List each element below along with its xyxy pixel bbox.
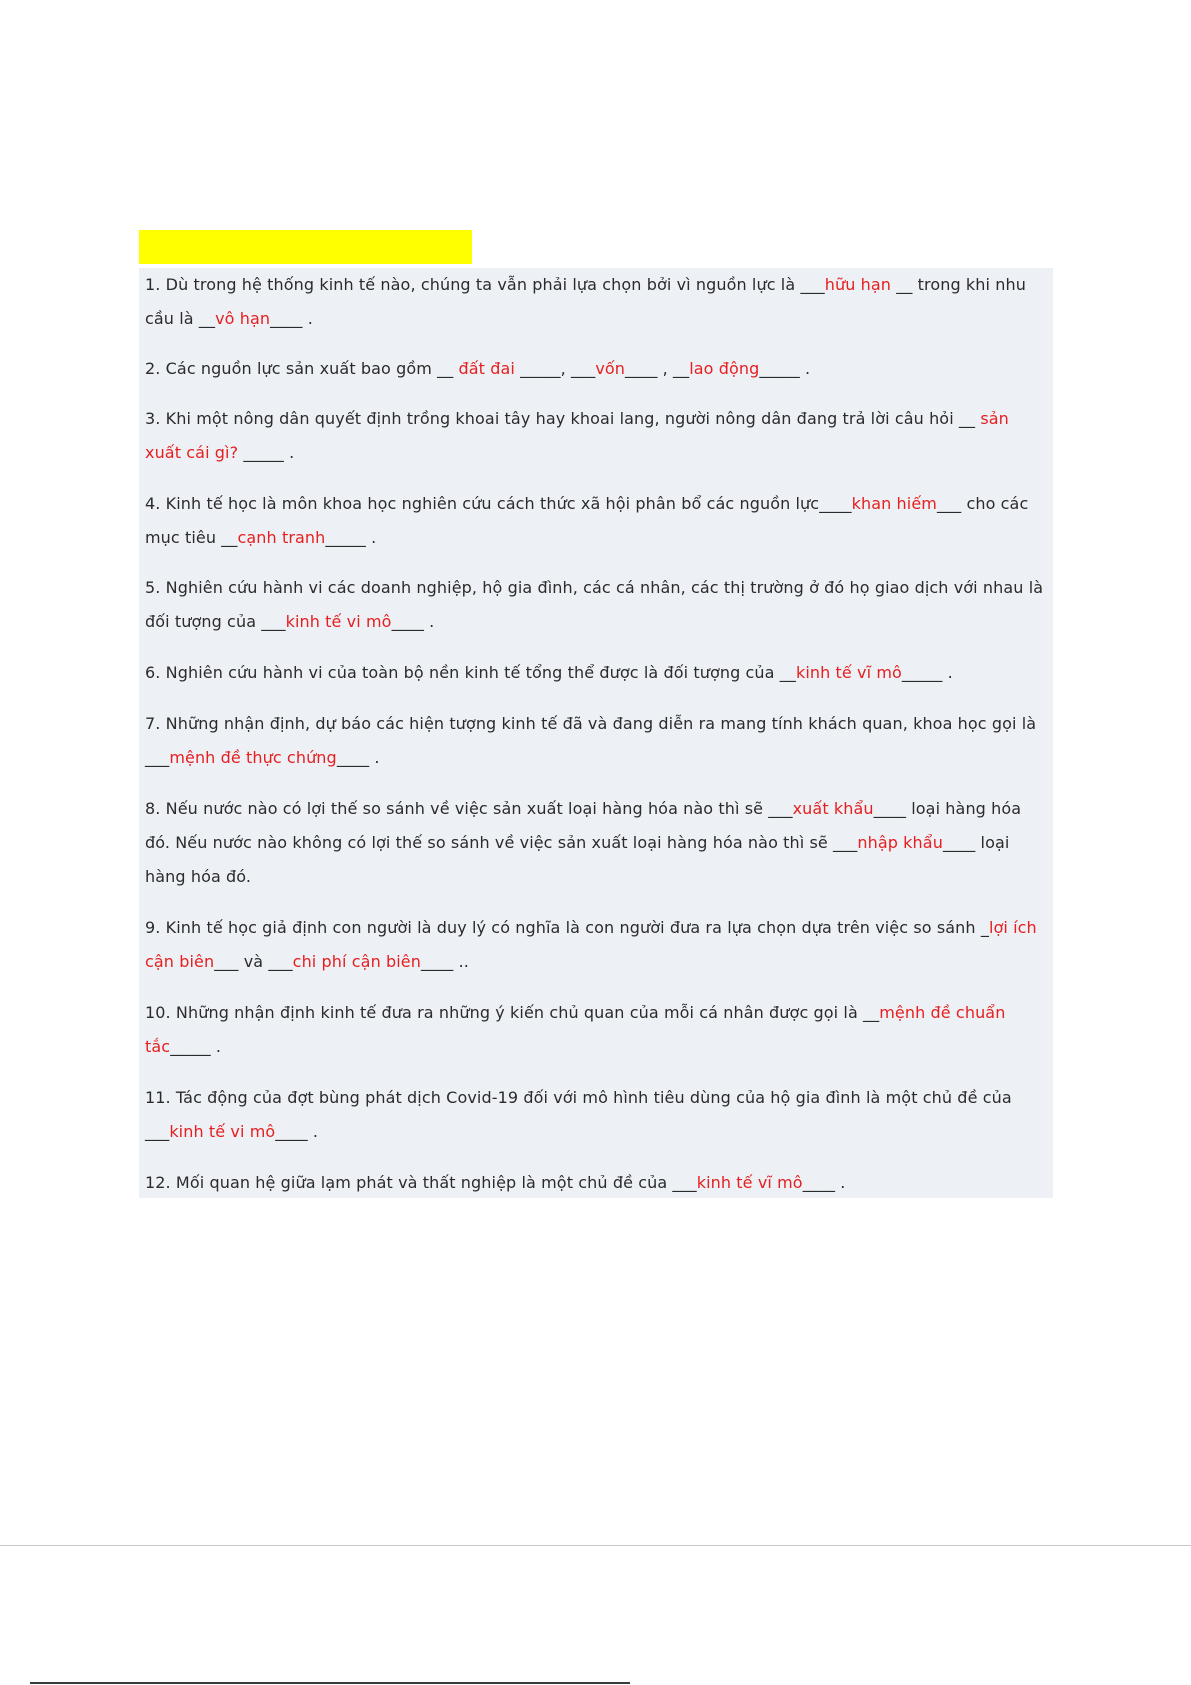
question-text: Mối quan hệ giữa lạm phát và thất nghiệp là một chủ đề của ___ [170, 1173, 697, 1192]
question-text: Tác động của đợt bùng phát dịch Covid-19 đối với mô hình tiêu dùng của hộ gia đình là một chủ đề của ___ [145, 1088, 1012, 1141]
answer-text: lao động [689, 359, 760, 378]
answer-text: sản xuất cái gì? [145, 409, 1009, 462]
footer-divider [0, 1545, 1191, 1546]
question-text: ____ , __ [625, 359, 690, 378]
question-12 [145, 1166, 1045, 1200]
question-text: ____ loại hàng hóa đó. Nếu nước nào không có lợi thế so sánh về việc sản xuất loại hàng hóa nào thì sẽ ___ [145, 799, 1022, 852]
answer-text: kinh tế vi mô [285, 612, 392, 631]
question-text: Kinh tế học là môn khoa học nghiên cứu cách thức xã hội phân bổ các nguồn lực____ [160, 494, 852, 513]
question-number: 1. [145, 275, 161, 294]
bottom-edge-rule [30, 1682, 630, 1684]
question-9 [145, 911, 1045, 979]
answer-text: kinh tế vĩ mô [696, 1173, 803, 1192]
question-1 [145, 268, 1045, 336]
answer-text: kinh tế vi mô [169, 1122, 276, 1141]
question-text: ____ . [802, 1173, 846, 1192]
question-text: _____ . [901, 663, 953, 682]
question-text: Kinh tế học giả định con người là duy lý có nghĩa là con người đưa ra lựa chọn dựa trên việc so sánh _ [160, 918, 989, 937]
question-text: ___ và ___ [214, 952, 293, 971]
question-text: ____ loại hàng hóa đó. [145, 833, 1010, 886]
question-text: __ trong khi nhu cầu là __ [145, 275, 1026, 328]
answer-text: đất đai [458, 359, 515, 378]
question-text: _____ . [759, 359, 811, 378]
answer-text: nhập khẩu [857, 833, 943, 852]
question-8 [145, 792, 1045, 894]
answer-text: xuất khẩu [792, 799, 874, 818]
question-number: 2. [145, 359, 161, 378]
question-text: Những nhận định, dự báo các hiện tượng kinh tế đã và đang diễn ra mang tính khách quan, khoa học gọi là ___ [145, 714, 1037, 767]
answer-text: kinh tế vĩ mô [795, 663, 902, 682]
answer-text: cạnh tranh [237, 528, 326, 547]
question-text: Khi một nông dân quyết định trồng khoai tây hay khoai lang, người nông dân đang trả lời câu hỏi __ [160, 409, 981, 428]
answer-text: lợi ích cận biên [145, 918, 1037, 971]
question-text: _____ . [170, 1037, 222, 1056]
question-text: Các nguồn lực sản xuất bao gồm __ [160, 359, 459, 378]
question-text: Dù trong hệ thống kinh tế nào, chúng ta vẫn phải lựa chọn bởi vì nguồn lực là ___ [160, 275, 825, 294]
question-number: 3. [145, 409, 161, 428]
question-6 [145, 656, 1045, 690]
answer-text: hữu hạn [824, 275, 892, 294]
answer-text: mệnh đề thực chứng [169, 748, 337, 767]
answer-text: vốn [595, 359, 626, 378]
question-text: Những nhận định kinh tế đưa ra những ý kiến chủ quan của mỗi cá nhân được gọi là __ [170, 1003, 880, 1022]
question-text: ____ . [270, 309, 313, 328]
question-number: 8. [145, 799, 161, 818]
question-text: _____ . [325, 528, 377, 547]
question-number: 7. [145, 714, 161, 733]
question-number: 4. [145, 494, 161, 513]
highlighted-heading-bar [139, 230, 472, 264]
question-text: ____ . [336, 748, 380, 767]
question-4 [145, 487, 1045, 555]
question-11 [145, 1081, 1045, 1149]
question-text: ____ . [391, 612, 435, 631]
question-text: Nếu nước nào có lợi thế so sánh về việc sản xuất loại hàng hóa nào thì sẽ ___ [160, 799, 793, 818]
question-7 [145, 707, 1045, 775]
answer-text: khan hiếm [851, 494, 937, 513]
question-text: _____, ___ [514, 359, 596, 378]
question-number: 6. [145, 663, 161, 682]
question-text: ___ cho các mục tiêu __ [145, 494, 1029, 547]
question-number: 5. [145, 578, 161, 597]
question-number: 11. [145, 1088, 171, 1107]
question-number: 9. [145, 918, 161, 937]
question-text: Nghiên cứu hành vi của toàn bộ nền kinh tế tổng thể được là đối tượng của __ [160, 663, 796, 682]
question-text: ____ .. [420, 952, 469, 971]
question-2 [145, 352, 1045, 386]
answer-text: mệnh đề chuẩn tắc [145, 1003, 1006, 1056]
question-text: ____ . [275, 1122, 319, 1141]
question-5 [145, 571, 1045, 639]
question-number: 10. [145, 1003, 171, 1022]
question-text: _____ . [238, 443, 295, 462]
question-number: 12. [145, 1173, 171, 1192]
answer-text: vô hạn [215, 309, 271, 328]
question-10 [145, 996, 1045, 1064]
question-3 [145, 402, 1045, 470]
answer-text: chi phí cận biên [292, 952, 421, 971]
question-text: Nghiên cứu hành vi các doanh nghiệp, hộ gia đình, các cá nhân, các thị trường ở đó họ giao dịch với nhau là đối tượng của ___ [145, 578, 1044, 631]
